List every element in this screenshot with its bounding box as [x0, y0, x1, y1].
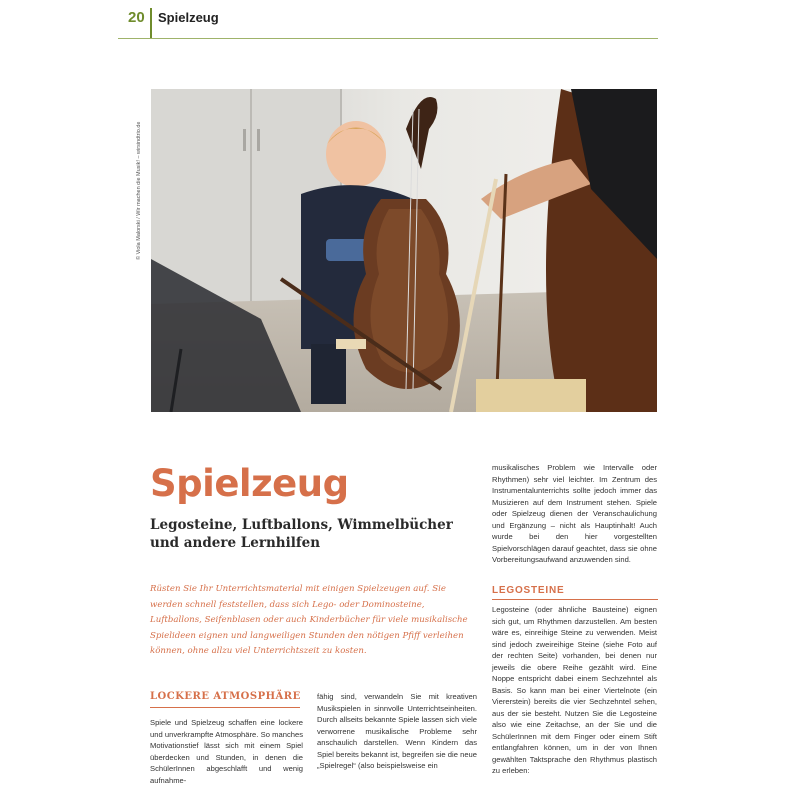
heading-legosteine: LEGOSTEINE: [492, 585, 565, 596]
hero-photo: [151, 89, 657, 412]
column-3-top-text: musikalisches Problem wie Intervalle oder Rhythmen) sehr viel leichter. Im Zentrum des Instrumentalunterrichts sollte jedoch immer das Musizieren auf dem Instrument stehen. Spiele oder Spielzeug dienen der Veranschaulichung und Ergänzung – nicht als Hauptinhalt! Auch wurde bei den hier vorgestellten Spielvorschlägen darauf geachtet, dass sie ohne Vorbereitungsaufwand anzuwenden sind.: [492, 463, 657, 564]
section-title: Spielzeug: [158, 10, 219, 25]
column-2-text: fähig sind, verwandeln Sie mit kreativen Musikspielen in sinnvolle Unterrichtseinheiten. Durch allseits bekannte Spiele lassen sich viele verworrene musikalische Probleme sehr anschaulich darstellen. Wenn Kindern das Spiel bereits bekannt ist, begreifen sie die neue „Spielregel“ (also beispielsweise ein: [317, 692, 477, 770]
column-3-top: [492, 462, 657, 566]
header-divider: [150, 8, 152, 38]
photo-illustration: [151, 89, 657, 412]
column-1: [150, 717, 303, 786]
page-number: 20: [128, 9, 145, 26]
article-subtitle: Legosteine, Luftballons, Wimmelbücher und andere Lernhilfen: [150, 517, 453, 551]
heading-lockere-atmosphaere: LOCKERE ATMOSPHÄRE: [150, 691, 301, 702]
column-3-text: Legosteine (oder ähnliche Bausteine) eignen sich gut, um Rhythmen darzustellen. Am besten wäre es, einreihige Steine zu verwenden. Meist sind jedoch zweireihige Steine (siehe Foto auf der rechten Seite) vorhanden, bei denen nur jeweils die obere Reihe gezählt wird. Eine Noppe entspricht dabei einem Sechzehntel als Basis. So kann man bei einer Viertelnote (ein Viererstein) bereits die vier Sechzehntel sehen, aus der sie besteht. Nutzen Sie die Legosteine also wie eine Zeitachse, an der Sie und die SchülerInnen mit dem Finger oder einem Stift entlangfahren können, um in der von Ihnen gewählten Taktsprache den Rhythmus plastisch zu erleben:: [492, 605, 657, 775]
article-intro: Rüsten Sie Ihr Unterrichtsmaterial mit einigen Spielzeugen auf. Sie werden schnell feststellen, dass sich Lego- oder Dominosteine, Luftballons, Seifenblasen oder auch Kinderbücher für viele musikalische Spielideen eignen und langweiligen Stunden den nötigen Pfiff verleihen können, ohne allzu viel Unterrichtszeit zu kosten.: [150, 584, 468, 657]
column-1-text: Spiele und Spielzeug schaffen eine lockere und unverkrampfte Atmosphäre. So manches Motivationstief lässt sich mit einem Spiel überdecken und Stunden, in denen die SchülerInnen abgeschlafft und wenig aufnahme-: [150, 718, 303, 785]
page-header: [118, 0, 658, 39]
column-2: [317, 691, 477, 772]
article-title: Spielzeug: [150, 462, 349, 505]
column-3: [492, 604, 657, 777]
heading-rule: [492, 599, 658, 600]
photo-credit: © Viola Malorski / Wir machen die Musik! – wirsindtrio.de: [136, 121, 142, 260]
heading-rule: [150, 707, 300, 708]
